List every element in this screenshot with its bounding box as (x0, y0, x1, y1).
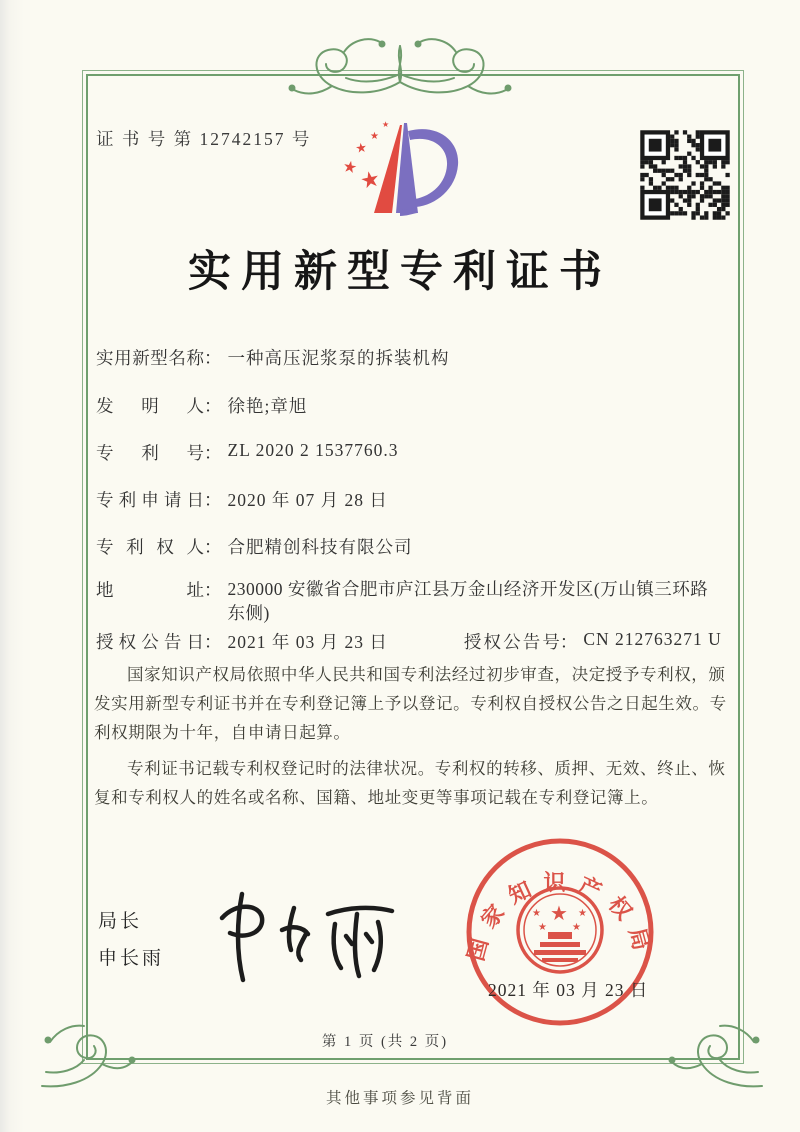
field-label: 授权公告号 (463, 632, 560, 652)
field-row-grant (96, 629, 722, 654)
legal-paragraph-1: 国家知识产权局依照中华人民共和国专利法经过初步审查，决定授予专利权，颁发实用新型专利证书并在专利登记簿上予以登记。专利权自授权公告之日起生效。专利权期限为十年，自申请日起算。 (94, 665, 727, 742)
seal-date: 2021 年 03 月 23 日 (488, 980, 649, 1000)
field-row-filing-date (96, 487, 388, 512)
handwritten-signature-icon (206, 878, 416, 996)
legal-text-block (94, 660, 736, 819)
field-row-patent-no (96, 440, 398, 465)
director-name-label: 申长雨 (98, 948, 165, 969)
svg-text:★: ★ (550, 901, 568, 925)
certificate-title: 实用新型专利证书 (188, 249, 612, 296)
field-label: 专利申请日 (96, 490, 204, 510)
field-label: 发明人 (96, 396, 204, 416)
field-value: 2021 年 03 月 23 日 (227, 632, 388, 652)
field-label: 专利权人 (96, 537, 204, 557)
svg-text:★: ★ (532, 908, 541, 919)
svg-text:★: ★ (358, 166, 383, 195)
top-scroll-ornament-icon (268, 24, 532, 110)
field-colon: ： (204, 490, 222, 510)
page-number: 第 1 页 (共 2 页) (321, 1034, 449, 1050)
field-label: 专利号 (96, 443, 204, 463)
field-value: ZL 2020 2 1537760.3 (227, 440, 399, 460)
svg-text:★: ★ (382, 120, 390, 129)
svg-text:★: ★ (538, 922, 547, 933)
field-label: 实用新型名称 (96, 348, 204, 368)
field-value: 230000 安徽省合肥市庐江县万金山经济开发区(万山镇三环路东侧) (227, 579, 709, 623)
bottom-left-flourish-icon (36, 1012, 136, 1092)
legal-paragraph-2: 专利证书记载专利权登记时的法律状况。专利权的转移、质押、无效、终止、恢复和专利权人的姓名或名称、国籍、地址变更等事项记载在专利登记簿上。 (94, 759, 726, 807)
field-label: 授权公告日 (96, 632, 204, 652)
svg-text:★: ★ (578, 908, 587, 919)
field-colon: ： (204, 348, 222, 368)
svg-text:★: ★ (370, 131, 379, 142)
field-colon: ： (204, 396, 222, 416)
field-value: 2020 年 07 月 28 日 (227, 490, 388, 510)
field-label: 地址 (96, 580, 204, 600)
field-colon: ： (204, 580, 222, 600)
certificate-number: 证 书 号 第 12742157 号 (96, 129, 312, 149)
field-value: CN 212763271 U (583, 629, 722, 649)
national-emblem-icon (518, 888, 602, 972)
field-colon: ： (204, 537, 222, 557)
cnipa-logo-icon (338, 113, 470, 225)
svg-text:★: ★ (572, 922, 581, 933)
field-row-inventor (96, 393, 307, 418)
field-colon: ： (204, 632, 222, 652)
field-colon: ： (204, 443, 222, 463)
back-side-note: 其他事项参见背面 (325, 1090, 474, 1107)
field-value: 合肥精创科技有限公司 (227, 537, 413, 557)
director-title-label: 局长 (98, 911, 143, 932)
field-row-address (96, 577, 722, 625)
field-value: 一种高压泥浆泵的拆装机构 (227, 348, 450, 368)
field-value: 徐艳;章旭 (227, 396, 308, 416)
field-colon: ： (559, 632, 578, 652)
seal-arc-text: 国家知识产权局 (463, 870, 657, 964)
field-row-name (96, 345, 450, 370)
field-row-patentee (96, 534, 413, 559)
qr-code-icon (636, 126, 734, 224)
svg-text:★: ★ (354, 140, 369, 157)
svg-text:★: ★ (341, 156, 359, 178)
bottom-right-flourish-icon (668, 1012, 768, 1092)
